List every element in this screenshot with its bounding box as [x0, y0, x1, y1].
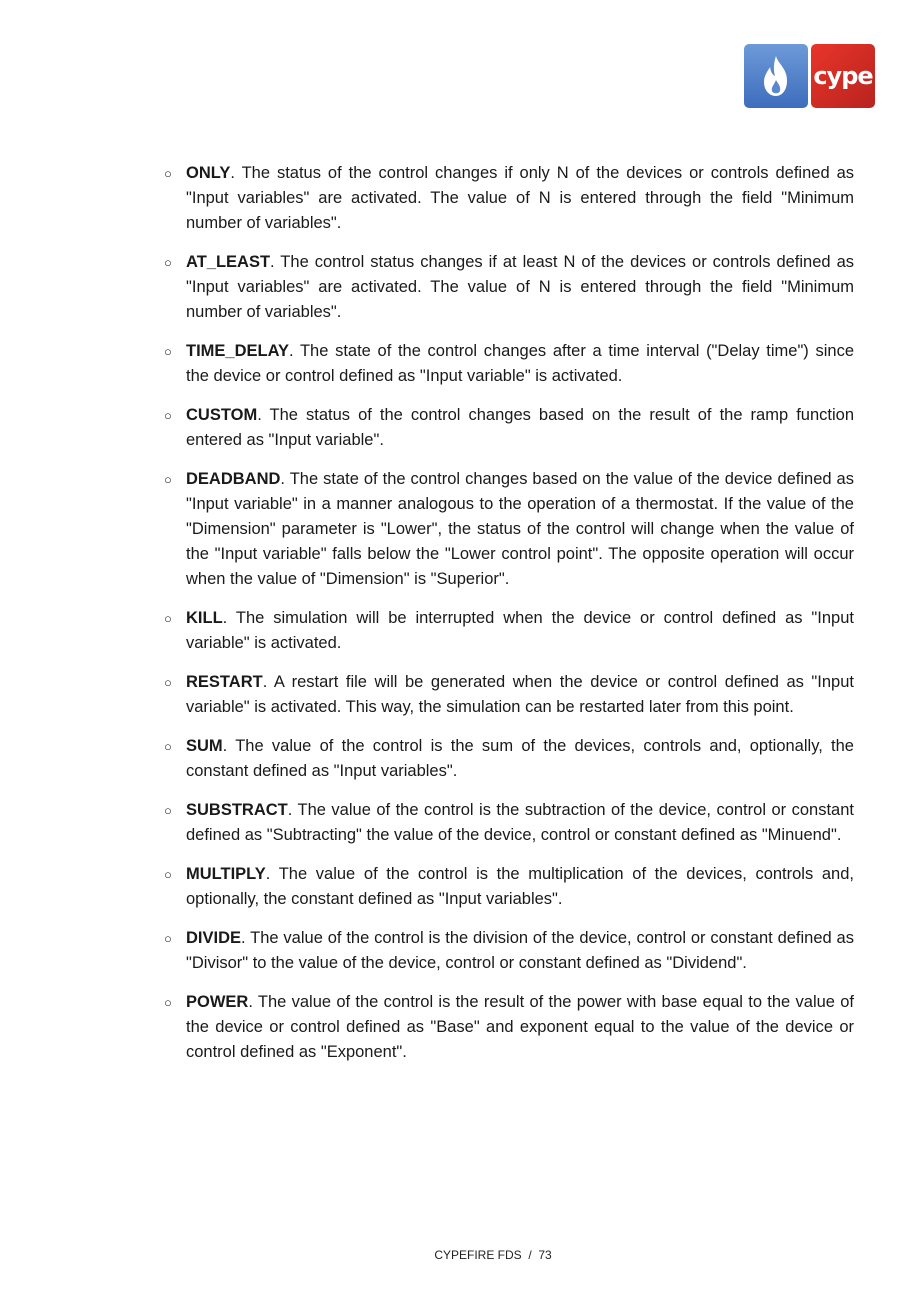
list-item [164, 606, 854, 656]
item-description: . A restart file will be generated when the device or control defined as "Input variable" is activated. This way, the simulation can be restarted later from this point. [186, 673, 854, 716]
bullet-icon: ○ [164, 166, 172, 181]
item-term: SUBSTRACT [186, 801, 288, 819]
item-term: CUSTOM [186, 406, 258, 424]
flame-icon [744, 44, 808, 108]
item-description: . The value of the control is the division of the device, control or constant defined as "Divisor" to the value of the device, control or constant defined as "Dividend". [186, 929, 854, 972]
list-item [164, 250, 854, 325]
cype-logo [744, 44, 875, 108]
bullet-icon: ○ [164, 611, 172, 626]
bullet-icon: ○ [164, 255, 172, 270]
list-item [164, 734, 854, 784]
item-description: . The value of the control is the multiplication of the devices, controls and, optionally, the constant defined as "Input variables". [186, 865, 854, 908]
list-item [164, 926, 854, 976]
list-item [164, 670, 854, 720]
bullet-icon: ○ [164, 739, 172, 754]
bullet-icon: ○ [164, 803, 172, 818]
item-description: . The state of the control changes based on the value of the device defined as "Input variable" in a manner analogous to the operation of a thermostat. If the value of the "Dimension" parameter is "Lower", the status of the control will change when the value of the "Input variable" falls below the "Lower control point". The opposite operation will occur when the value of "Dimension" is "Superior". [186, 470, 854, 588]
item-term: TIME_DELAY [186, 342, 289, 360]
item-term: ONLY [186, 164, 231, 182]
item-description: . The status of the control changes if only N of the devices or controls defined as "Input variables" are activated. The value of N is entered through the field "Minimum number of variables". [186, 164, 854, 232]
bullet-icon: ○ [164, 344, 172, 359]
list-item [164, 467, 854, 592]
bullet-icon: ○ [164, 995, 172, 1010]
list-item [164, 161, 854, 236]
bullet-icon: ○ [164, 931, 172, 946]
item-description: . The state of the control changes after a time interval ("Delay time") since the device or control defined as "Input variable" is activated. [186, 342, 854, 385]
item-description: . The value of the control is the subtraction of the device, control or constant defined as "Subtracting" the value of the device, control or constant defined as "Minuend". [186, 801, 854, 844]
list-item [164, 403, 854, 453]
bullet-icon: ○ [164, 867, 172, 882]
cype-wordmark: cype [811, 44, 875, 108]
item-term: AT_LEAST [186, 253, 271, 271]
item-description: . The simulation will be interrupted when the device or control defined as "Input variable" is activated. [186, 609, 854, 652]
item-description: . The value of the control is the result of the power with base equal to the value of the device or control defined as "Base" and exponent equal to the value of the device or control defined as "Exponent". [186, 993, 854, 1061]
list-item [164, 339, 854, 389]
bullet-icon: ○ [164, 472, 172, 487]
page-footer: CYPEFIRE FDS / 73 [434, 1248, 552, 1262]
item-description: . The status of the control changes based on the result of the ramp function entered as "Input variable". [186, 406, 854, 449]
list-item [164, 862, 854, 912]
item-term: POWER [186, 993, 249, 1011]
item-term: KILL [186, 609, 223, 627]
item-term: SUM [186, 737, 223, 755]
bullet-icon: ○ [164, 408, 172, 423]
item-description: . The value of the control is the sum of the devices, controls and, optionally, the constant defined as "Input variables". [186, 737, 854, 780]
item-term: RESTART [186, 673, 263, 691]
item-term: MULTIPLY [186, 865, 266, 883]
list-item [164, 990, 854, 1065]
bullet-icon: ○ [164, 675, 172, 690]
list-item [164, 798, 854, 848]
item-term: DEADBAND [186, 470, 281, 488]
control-types-list [164, 161, 854, 1079]
item-term: DIVIDE [186, 929, 242, 947]
item-description: . The control status changes if at least N of the devices or controls defined as "Input variables" are activated. The value of N is entered through the field "Minimum number of variables". [186, 253, 854, 321]
